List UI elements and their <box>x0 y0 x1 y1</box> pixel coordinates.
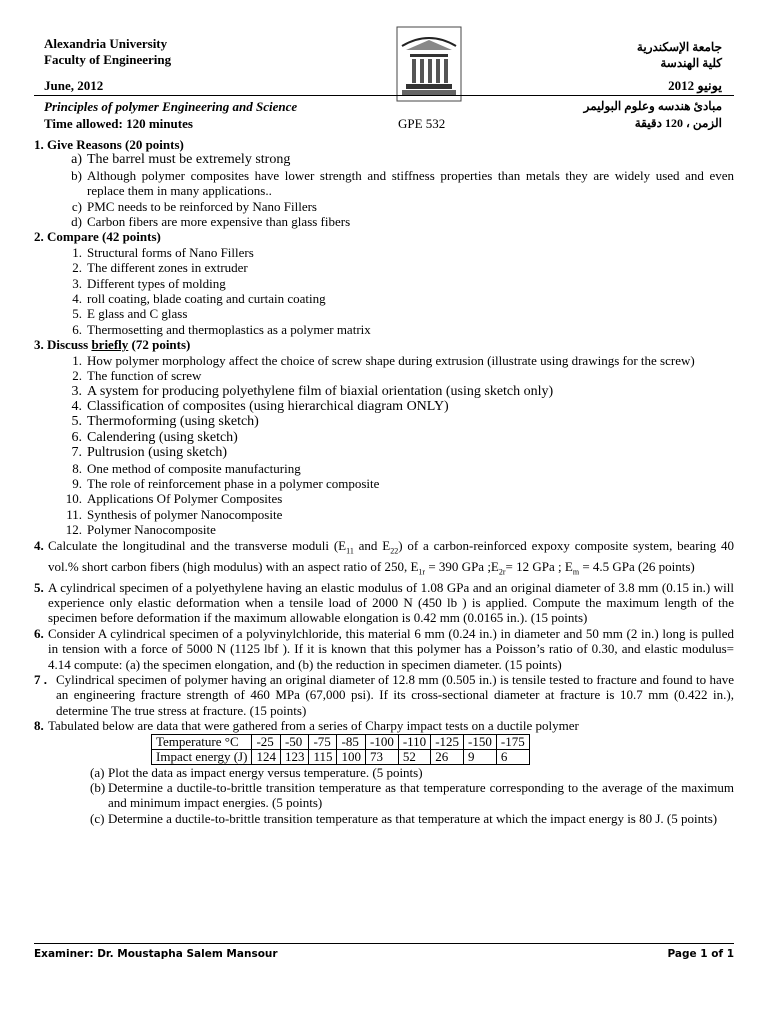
table-cell: -110 <box>398 734 430 749</box>
time-allowed: Time allowed: 120 minutes <box>44 116 193 131</box>
list-item: 6. Calendering (using sketch) <box>71 429 238 445</box>
list-item: d) Carbon fibers are more expensive than glass fibers <box>71 214 351 230</box>
table-cell: 6 <box>496 749 529 764</box>
list-item: 9. The role of reinforcement phase in a polymer composite <box>72 475 380 491</box>
course-title: Principles of polymer Engineering and Science <box>44 99 298 114</box>
list-item: 1. Structural forms of Nano Fillers <box>72 244 254 260</box>
list-item: 5. Thermoforming (using sketch) <box>71 414 259 430</box>
q2-list <box>34 245 734 337</box>
list-item: 6. Thermosetting and thermoplastics as a polymer matrix <box>72 321 371 337</box>
table-cell: 26 <box>431 749 464 764</box>
question-4: 4. Calculate the longitudinal and the transverse moduli ($E_{11}$ and $E_{22}$) of a carbon-reinforced expoxy composite system, bearing 40 vol.% short carbon fibers (high modulus) with an aspect ratio of 250, $E_{1r} = 390$ GPa $;E_{2r}= 12$ GPa ; $E_m = 4.5$ GPa (26 points) <box>34 537 734 577</box>
list-item: (c) Determine a ductile-to-brittle transition temperature as that temperature at which the impact energy is 80 J. (5 points) <box>90 810 718 826</box>
table-cell: -85 <box>337 734 366 749</box>
table-cell: -50 <box>280 734 309 749</box>
question-6: 6. Consider A cylindrical specimen of a polyvinylchloride, this material 6 mm (0.24 in.) in diameter and 50 mm (2 in.) long is pulled in tension with a force of 5000 N (1125 lbf ). If it is known that this polymer has a Poisson’s ratio of 0.30, and elastic modulus= 4.14 compute: (a) the specimen elongation, and (b) the reduction in specimen diameter. (15 points) <box>34 625 734 672</box>
table-cell: 73 <box>365 749 398 764</box>
list-item: b) Although polymer composites have lower strength and stiffness properties than metals they are widely used and even replace them in many applications.. <box>71 167 734 199</box>
question-7: 7 . Cylindrical specimen of polymer having an original diameter of 12.8 mm (0.505 in.) is tensile tested to fracture and found to have an engineering fracture strength of 460 MPa (67,000 psi). If its cross-sectional diameter at fracture is 10.7 mm (0.422 in.), determine The true stress at fracture. (15 points) <box>34 672 734 718</box>
time-allowed-ar: الزمن ، 120 دقيقة <box>634 116 722 130</box>
list-item: 10. Applications Of Polymer Composites <box>65 491 283 507</box>
table-cell: 115 <box>309 749 337 764</box>
exam-header <box>0 0 768 140</box>
table-cell: 52 <box>398 749 430 764</box>
table-cell: -125 <box>431 734 464 749</box>
q8-parts <box>90 765 734 827</box>
table-row <box>152 749 530 764</box>
footer-divider <box>34 943 734 944</box>
exam-questions <box>34 137 734 826</box>
list-item: 3. A system for producing polyethylene film of biaxial orientation (using sketch only) <box>71 383 554 399</box>
list-item: 5. E glass and C glass <box>72 306 188 322</box>
q3-title: 3. Discuss briefly (72 points) <box>34 337 191 353</box>
course-title-ar: مبادئ هندسه وعلوم البوليمر <box>583 99 722 113</box>
list-item: 12. Polymer Nanocomposite <box>65 522 216 538</box>
university-name: Alexandria University <box>44 36 168 51</box>
list-item: (a) Plot the data as impact energy versus temperature. (5 points) <box>90 764 423 780</box>
list-item: 2. The function of screw <box>72 368 202 384</box>
question-5: 5. A cylindrical specimen of a polyethylene having an elastic modulus of 1.08 GPa and an original diameter of 3.8 mm (0.15 in.) will experience only elastic deformation when a tensile load of 2000 N (450 lb ) is applied. Compute the maximum length of the specimen before deformation if the maximum allowable elongation is 0.42 mm (0.0165 in.). (15 points) <box>34 579 734 626</box>
table-row <box>152 734 530 749</box>
faculty-name: Faculty of Engineering <box>44 52 172 67</box>
q3-list <box>34 353 734 538</box>
table-cell: -175 <box>496 734 529 749</box>
course-code: GPE 532 <box>398 116 446 131</box>
table-cell: -150 <box>464 734 497 749</box>
university-logo-icon <box>396 26 462 102</box>
question-8: 8. Tabulated below are data that were gathered from a series of Charpy impact tests on a ductile polymer <box>34 718 579 734</box>
q1-title: 1. Give Reasons (20 points) <box>34 137 184 152</box>
row-label: Temperature °C <box>152 734 252 749</box>
header-divider <box>34 95 734 96</box>
list-item: 11. Synthesis of polymer Nanocomposite <box>66 506 283 522</box>
charpy-data-table <box>151 734 530 765</box>
table-cell: 9 <box>464 749 497 764</box>
list-item: (b) Determine a ductile-to-brittle transition temperature as that temperature corresponding to the average of the maximum and minimum impact energies. (5 points) <box>90 780 734 811</box>
university-name-ar: جامعة الإسكندرية <box>636 40 722 54</box>
table-cell: 123 <box>280 749 309 764</box>
table-cell: 100 <box>337 749 366 764</box>
list-item: 3. Different types of molding <box>72 275 226 291</box>
list-item: 4. roll coating, blade coating and curtain coating <box>72 291 326 307</box>
examiner-name: Examiner: Dr. Moustapha Salem Mansour <box>34 948 278 960</box>
exam-date: June, 2012 <box>44 78 104 93</box>
q2-title: 2. Compare (42 points) <box>34 229 161 245</box>
page-number: Page 1 of 1 <box>667 948 734 960</box>
list-item: 2. The different zones in extruder <box>72 260 248 276</box>
faculty-name-ar: كلية الهندسة <box>660 56 722 70</box>
table-cell: -25 <box>252 734 281 749</box>
list-item: 1. How polymer morphology affect the choice of screw shape during extrusion (illustrate using drawings for the screw) <box>72 352 695 368</box>
q1-list <box>34 152 734 229</box>
exam-date-ar: يونيو 2012 <box>668 78 722 93</box>
row-label: Impact energy (J) <box>152 749 252 764</box>
table-cell: 124 <box>252 749 281 764</box>
list-item: 8. One method of composite manufacturing <box>72 460 301 476</box>
list-item: a) The barrel must be extremely strong <box>71 152 291 168</box>
table-cell: -100 <box>365 734 398 749</box>
list-item: c) PMC needs to be reinforced by Nano Fillers <box>71 198 317 214</box>
list-item: 7. Pultrusion (using sketch) <box>71 445 227 461</box>
list-item: 4. Classification of composites (using hierarchical diagram ONLY) <box>71 398 449 414</box>
table-cell: -75 <box>309 734 337 749</box>
